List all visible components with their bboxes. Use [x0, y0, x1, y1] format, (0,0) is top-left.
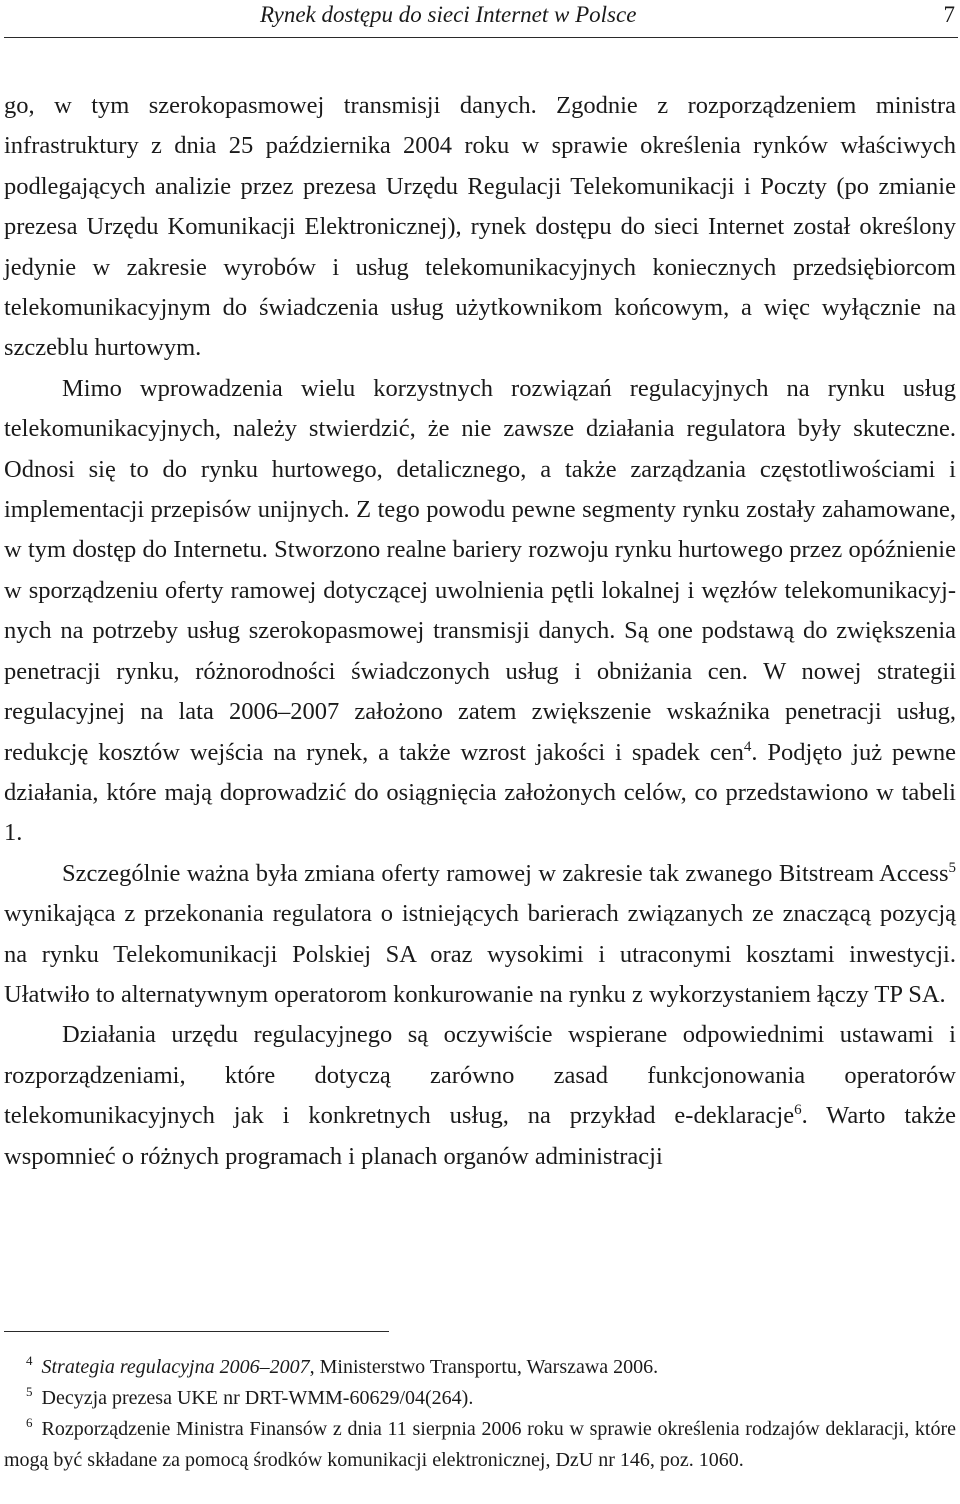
footnote-6-text: Rozporządzenie Ministra Finansów z dnia 11 sierpnia 2006 roku w sprawie określenia rodzajów deklaracji, które mogą być składane za pomocą środków komunikacji elektronicznej, DzU nr 146, poz. 1060. [4, 1418, 956, 1471]
footnote-rule [4, 1331, 389, 1332]
page-number: 7 [943, 2, 955, 27]
paragraph-2 [4, 369, 956, 854]
paragraph-2-text-b: . Podjęto już pewne działania, które mają doprowadzić do osiągnięcia założonych celów, co przedstawiono w tabeli 1. [4, 738, 956, 847]
paragraph-1-text: go, w tym szerokopasmowej transmisji danych. Zgodnie z rozporządzeniem ministra infrastruktury z dnia 25 października 2004 roku w sprawie określenia rynków właściwych podlegających analizie przez prezesa Urzędu Regulacji Telekomunikacji i Poczty (po zmianie prezesa Urzędu Komunikacji Elektronicznej), rynek dostępu do sieci Internet został określony jedynie w zakresie wyrobów i usług telekomunikacyjnych koniecznych przedsiębiorcom telekomunikacyjnym do świadczenia usług użytkownikom końcowym, a więc wyłącznie na szczeblu hurtowym. [4, 92, 956, 362]
running-header [0, 0, 960, 40]
paragraph-2-text-a: Mimo wprowadzenia wielu korzystnych rozwiązań regulacyjnych na rynku usług telekomunikacyjnych, należy stwierdzić, że nie zawsze działania regulatora były skuteczne. Odnosi się to do rynku hurtowego, detalicznego, a także zarządzania częstotliwościami i implementacji przepisów unijnych. Z tego powodu pewne segmenty rynku zostały zahamowane, w tym dostęp do Internetu. Stworzono realne bariery rozwoju rynku hurtowego przez opóźnienie w sporządzeniu oferty ramowej dotyczącej uwolnienia pętli lokalnej i węzłów telekomunikacyjnych na potrzeby usług szerokopasmowej transmisji danych. Są one podstawą do zwiększenia penetracji rynku, różnorodności świadczonych usług i obniżania cen. W nowej strategii regulacyjnej na lata 2006–2007 założono zatem zwiększenie wskaźnika penetracji usług, redukcję kosztów wejścia na rynek, a także wzrost jakości i spadek cen [4, 374, 956, 766]
paragraph-3-text-b: wynikająca z przekonania regulatora o istniejących barierach związanych ze znaczącą pozycją na rynku Telekomunikacji Polskiej SA oraz wysokimi i utraconymi kosztami inwestycji. Ułatwiło to alternatywnym operatorom konkurowanie na rynku z wykorzystaniem łączy TP SA. [4, 900, 956, 1008]
footnote-4-text: , Ministerstwo Transportu, Warszawa 2006. [309, 1356, 659, 1378]
footnote-4-number: 4 [26, 1353, 33, 1368]
running-header-title: Rynek dostępu do sieci Internet w Polsce [260, 2, 637, 27]
paragraph-4 [4, 1015, 956, 1177]
footnote-ref-5[interactable]: 5 [948, 859, 956, 876]
footnote-5-text: Decyzja prezesa UKE nr DRT-WMM-60629/04(264). [41, 1387, 474, 1409]
footnote-6 [4, 1414, 956, 1476]
footnotes [4, 1352, 956, 1476]
header-rule [4, 37, 958, 38]
paragraph-4-text-b: . Warto także wspomnieć o różnych programach i planach organów administracji [4, 1102, 956, 1170]
paragraph-1 [4, 86, 956, 369]
paragraph-3 [4, 854, 956, 1016]
footnote-4-title: Strategia regulacyjna 2006–2007 [41, 1356, 310, 1378]
footnote-ref-6[interactable]: 6 [794, 1102, 802, 1119]
footnote-5 [4, 1383, 956, 1414]
footnote-4 [4, 1352, 956, 1383]
footnote-5-number: 5 [26, 1384, 33, 1399]
paragraph-3-text-a: Szczególnie ważna była zmiana oferty ramowej w zakresie tak zwanego Bitstream Access [62, 859, 949, 887]
footnote-6-number: 6 [26, 1415, 33, 1430]
body-text [4, 86, 956, 1177]
paragraph-4-text-a: Działania urzędu regulacyjnego są oczywiście wspierane odpowiednimi ustawami i rozporządzeniami, które dotyczą zarówno zasad funkcjonowania operatorów telekomunikacyjnych jak i konkretnych usług, na przykład e-deklaracje [4, 1021, 956, 1130]
footnote-ref-4[interactable]: 4 [743, 738, 752, 755]
